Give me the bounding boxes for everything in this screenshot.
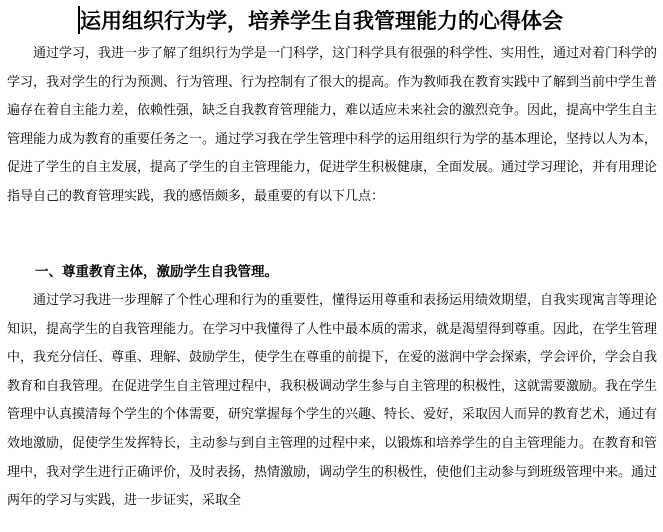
document-title: 运用组织行为学，培养学生自我管理能力的心得体会: [80, 8, 563, 33]
body-paragraph-1: 通过学习，我进一步了解了组织行为学是一门科学，这门科学具有很强的科学性、实用性，通过对着门科学的学习，我对学生的行为预测、行为管理、行为控制有了很大的提高。作为教师我在教育实践中了解到当前中学生普遍存在着自主能力差，依赖性强，缺乏自我教育管理能力，难以适应未来社会的激烈竞争。因此，提高中学生自主管理能力成为教育的重要任务之一。通过学习我在学生管理中科学的运用组织行为学的基本理论，坚持以人为本，促进了学生的自主发展，提高了学生的自主管理能力，促进学生积极健康，全面发展。通过学习理论，并有用理论指导自己的教育管理实践，我的感悟颇多，最重要的有以下几点：: [7, 46, 658, 204]
body-paragraph-2: 通过学习我进一步理解了个性心理和行为的重要性，懂得运用尊重和表扬运用绩效期望，自我实现寓言等理论知识，提高学生的自我管理能力。在学习中我懂得了人性中最本质的需求，就是渴望得到尊重。因此，在学生管理中，我充分信任、尊重、理解、鼓励学生，使学生在尊重的前提下，在爱的滋润中学会探索，学会评价，学会自我教育和自我管理。在促进学生自主管理过程中，我积极调动学生参与自主管理的积极性，这就需要激励。我在学生管理中认真摸清每个学生的个体需要，研究掌握每个学生的兴趣、特长、爱好，采取因人而异的教育艺术，通过有效地激励，促使学生发挥特长，主动参与到自主管理的过程中来，以锻炼和培养学生的自主管理能力。在教育和管理中，我对学生进行正确评价，及时表扬，热情激励，调动学生的积极性，使他们主动参与到班级管理中来。通过两年的学习与实践，进一步证实，采取全: [7, 293, 658, 509]
section-heading-1: 一、尊重教育主体，激励学生自我管理。: [35, 264, 278, 280]
